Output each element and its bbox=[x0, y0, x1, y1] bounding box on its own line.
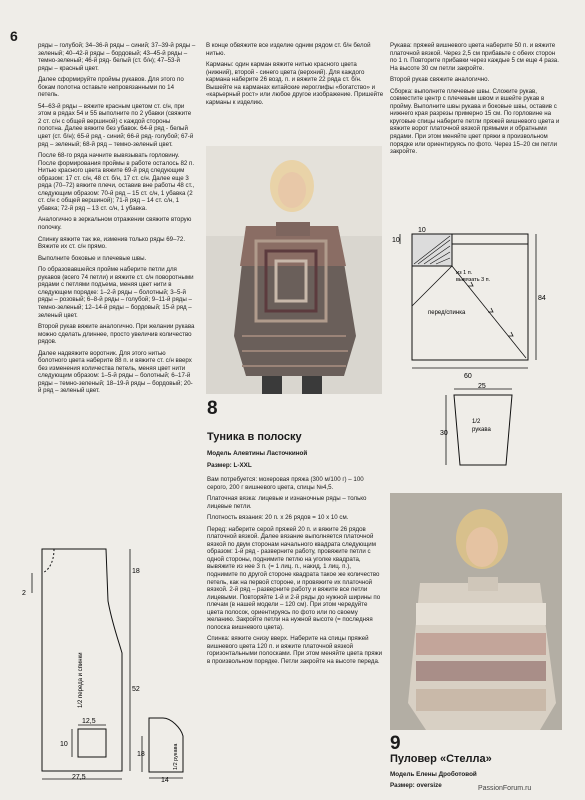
dim-25: 25 bbox=[478, 383, 486, 390]
pattern-diagram-sleeve bbox=[440, 383, 530, 473]
paragraph: 54–63-й ряды – вяжите красным цветом ст. с/н, при этом в рядах 54 и 55 выполните по 2 убавки (свяжите 2 ст. с/н с общей вершиной) с каждой стороны полотна. Далее вяжите без убавок. 64-й ряд - белый цвет (ст. б/н); 65-й ряд - синий; 66-й ряд- голубой; 67-й ряд – зеленый; 68-й ряд – темно-зеленый цвет. bbox=[38, 102, 194, 148]
paragraph: После 68-го ряда начните вывязывать горловину. После формирования проймы в работе осталось 82 п. Нитью красного цвета вяжите 69-й ряд следующим образом: 17 ст. с/н, 48 ст. б/н, 17 ст. с/н. Далее еще 3 ряда (70–72) вяжите плечи, оставив вне работы 48 ст., следующим образом: 70-й ряд – 15 ст. с/н, 1 убавка (2 ст. с/н с общей вершиной); 71-й ряд – 14 ст. с/н, 1 убавка; 72-й ряд – 13 ст. с/н, 1 убавка. bbox=[38, 152, 195, 212]
page-number: 6 bbox=[10, 28, 18, 44]
paragraph: Рукава: пряжей вишневого цвета наберите 50 п. и вяжите платочной вязкой. Через 2,5 см прибавьте с обеих сторон по 1 п. Повторите прибавки через каждые 5 см еще 4 раза. На высоте 30 см петли закройте. bbox=[390, 42, 559, 72]
tunic-photo-illustration bbox=[206, 146, 382, 394]
paragraph: Далее сформируйте проймы рукавов. Для этого по бокам полотна оставьте непровязанными по 14 петель. bbox=[38, 76, 184, 99]
paragraph: Выполните боковые и плечевые швы. bbox=[38, 254, 147, 262]
dim-14: 14 bbox=[161, 777, 169, 782]
text-column-left bbox=[38, 42, 196, 399]
dim-18: 18 bbox=[137, 751, 145, 758]
paragraph: Сборка: выполните плечевые швы. Сложите рукав, совместите центр с плечевым швом и вшейте рукав в пройму. Выполните швы рукава и боковые швы, оставив с нижнего края разрезы примерно 15 см. По горловине на круговые спицы наберите петли пряжей вишневого цвета и вяжите ворот платочной вязкой прямыми и обратными рядами. При этом меняйте цвет пряжи в произвольном порядке или ориентируясь по фото. Через 15–20 см петли закройте. bbox=[390, 87, 560, 156]
diagram-label: 1/2 переда и спинки bbox=[78, 652, 84, 708]
model-size-9: Размер: oversize bbox=[390, 782, 442, 789]
pattern-diagram-sleeve-small bbox=[137, 712, 197, 782]
dim-30: 30 bbox=[440, 430, 448, 437]
diagram-label: 1/2 рукава bbox=[173, 743, 179, 770]
model-author-9: Модель Елены Дроботовой bbox=[390, 771, 477, 778]
text-column-model8 bbox=[207, 476, 383, 670]
dim-10-side: 10 bbox=[392, 237, 400, 244]
text-column-middle bbox=[206, 42, 384, 110]
dim-27-5: 27,5 bbox=[72, 774, 86, 781]
dim-2: 2 bbox=[22, 590, 26, 597]
watermark: PassionForum.ru bbox=[478, 785, 532, 792]
note-knit-3: вывязать 3 п. bbox=[456, 277, 491, 283]
pattern-diagram-front-back bbox=[20, 543, 148, 783]
note-from-1: из 1 п. bbox=[456, 270, 473, 276]
model-number-8: 8 bbox=[207, 398, 218, 419]
text-column-right bbox=[390, 42, 562, 160]
pullover-photo-illustration bbox=[390, 493, 562, 730]
model-number-9: 9 bbox=[390, 733, 401, 754]
paragraph: Карманы: один карман вяжите нитью красного цвета (нижний), второй - синего цвета (верхний). Для каждого кармана наберите 26 возд. п. и вяжите 22 ряда ст. б/н. Вышейте на карманах китайские иероглифы «богатство» и «карьерный рост» или любое другое изображение. Пришейте карманы к изделию. bbox=[206, 61, 384, 106]
diagram-fraction: 1/2 bbox=[472, 419, 481, 425]
model-size-8: Размер: L-XXL bbox=[207, 462, 252, 469]
paragraph: Платочная вязка: лицевые и изнаночные ряды – только лицевые петли. bbox=[207, 495, 367, 510]
dim-84: 84 bbox=[538, 295, 546, 302]
dim-12-5: 12,5 bbox=[82, 718, 96, 725]
paragraph: Вам потребуется: мохеровая пряжа (300 м/100 г) – 100 серого, 200 г вишневого цвета, спицы №4,5. bbox=[207, 476, 364, 491]
paragraph: Второй рукав вяжите аналогично. При желании рукава можно сделать длиннее, просто увеличив количество рядов. bbox=[38, 323, 195, 346]
model-title-9: Пуловер «Стелла» bbox=[390, 753, 492, 765]
paragraph: Спинка: вяжите снизу вверх. Наберите на спицы пряжей вишневого цвета 120 п. и вяжите платочной вязкой горизонтальными полосками. При этом меняйте цвета пряжи в произвольном порядке. Петли закройте на высоте переда. bbox=[207, 635, 383, 666]
diagram-label: перед/спинка bbox=[428, 310, 466, 316]
model-author-8: Модель Алевтины Ласточкиной bbox=[207, 450, 308, 457]
paragraph: Далее надвяжите воротник. Для этого нитью болотного цвета наберите 88 п. и вяжите ст. с/н вверх без изменения количества петель, меняя цвет нити следующим образом: 1–5-й ряды – болотный; 6–17-й ряды – темно-зеленый; 18–19-й ряды – бордовый; 20-й ряд – зеленый цвет. bbox=[38, 349, 193, 395]
paragraph: Второй рукав свяжите аналогично. bbox=[390, 76, 490, 84]
paragraph: Аналогично в зеркальном отражении свяжите вторую полочку. bbox=[38, 216, 192, 232]
paragraph: Спинку вяжите так же, изменив только ряды 69–72. Вяжите их ст. с/н прямо. bbox=[38, 235, 186, 251]
dim-10: 10 bbox=[60, 741, 68, 748]
dim-60: 60 bbox=[464, 373, 472, 380]
pattern-diagram-front-back-right bbox=[392, 226, 552, 386]
model-title-8: Туника в полоску bbox=[207, 431, 302, 443]
photo-model-pullover bbox=[390, 493, 562, 730]
paragraph: В конце обвяжите все изделие одним рядом ст. б/н белой нитью. bbox=[206, 42, 371, 57]
dim-10-top: 10 bbox=[418, 227, 426, 234]
paragraph: Перед: наберите серой пряжей 20 п. и вяжите 26 рядов платочной вязкой. Далее вязание выполняется платочной вязкой по двум сторонам начального квадрата следующим образом: 1-й ряд - разверните работу, провяжите петли с одной стороны, поднимите петлю на уголке квадрата, вывяжите из нее 3 п. (= 1 лиц. п., накид, 1 лиц. п.), поднимите по другой стороне квадрата такое же количество петель, как на первой стороне, и провяжите их платочной вязкой. 2-й ряд – разверните работу и вяжите все петли лицевыми. Повторяйте 1-й и 2-й ряды до нужной ширины по плечам (в нашей модели – 120 см). При этом чередуйте цвета полосок, ориентируясь по фото или по своему желанию. Закройте петли на нужной высоте (= последняя полоска вишневого цвета). bbox=[207, 525, 381, 631]
paragraph: Плотность вязания: 20 п. x 26 рядов = 10 x 10 см. bbox=[207, 514, 349, 522]
dim-52: 52 bbox=[132, 686, 140, 693]
diagram-label: рукава bbox=[472, 427, 491, 433]
photo-model-tunic bbox=[206, 146, 382, 394]
dim-18: 18 bbox=[132, 568, 140, 575]
paragraph: По образовавшейся пройме наберите петли для рукавов (всего 74 петли) и вяжите ст. с/н поворотными рядами с петлями подъема, меняя цвет нити в следующем порядке: 1–2-й ряды – болотный; 3–5-й ряды – розовый; 6–8-й ряды – голубой; 9–11-й ряды – темно-зеленый; 12–14-й ряды – бордовый; 15-й ряд – зеленый цвет. bbox=[38, 266, 194, 319]
paragraph: ряды – голубой; 34–36-й ряды – синий; 37–39-й ряды – зеленый; 40–42-й ряды – бордовый; 43–45-й ряды – темно-зеленый; 46-й ряд- белый (ст. б/н); 47–53-й ряды – красный цвет. bbox=[38, 42, 196, 72]
